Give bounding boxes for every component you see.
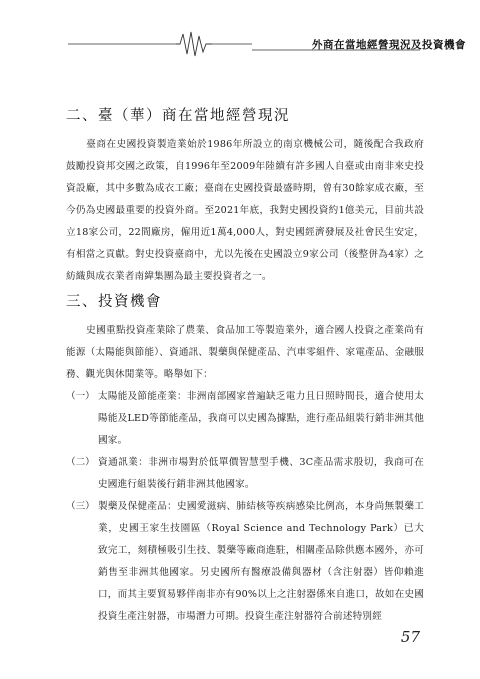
section-2-paragraph	[66, 134, 424, 288]
running-header	[0, 28, 480, 60]
section-3-intro-text: 史國重點投資產業除了農業、食品加工等製造業外，適合國人投資之產業尚有能源（太陽能與節能）、資通訊、製藥與保健產品、汽車零組件、家電產品、金融服務、觀光與休閒業等。略舉如下：	[66, 325, 424, 380]
list-item-number: （二）	[66, 457, 95, 468]
list-item-text: 資通訊業：非洲市場對於低單價智慧型手機、3C產品需求殷切，我商可在史國進行組裝後行銷非洲其他國家。	[98, 457, 424, 490]
page-number: 57	[400, 628, 420, 646]
list-item	[66, 386, 424, 452]
list-item-text: 太陽能及節能產業：非洲南部國家普遍缺乏電力且日照時間長，適合使用太陽能及LED等節能產品，我商可以史國為據點，進行產品組裝行銷非洲其他國家。	[98, 391, 424, 446]
list-item-number: （三）	[66, 501, 95, 512]
section-2-heading: 二、臺（華）商在當地經營現況	[66, 108, 290, 124]
running-header-title: 外商在當地經營現況及投資機會	[312, 39, 466, 51]
list-item	[66, 496, 424, 628]
section-3-heading: 三、投資機會	[66, 294, 162, 310]
section-2-paragraph-text: 臺商在史國投資製造業始於1986年所設立的南京機械公司，隨後配合我政府鼓勵投資邦交國之政策，自1996年至2009年陸續有許多國人自臺或由南非來史投資設廠，其中多數為成衣工廠；臺商在史國投資最盛時期，曾有30餘家成衣廠，至今仍為史國最重要的投資外商。至2021年底，我對史國投資約1億美元，目前共設立18家公司，22間廠房，僱用近1萬4,000人，對史國經濟發展及社會民生安定，有相當之貢獻。對史投資臺商中，尤以先後在史國設立9家公司（後整併為4家）之紡織與成衣業者南緯集團為最主要投資者之一。	[66, 139, 424, 282]
section-3-intro	[66, 320, 424, 386]
list-item	[66, 452, 424, 496]
list-item-text: 製藥及保健產品：史國愛滋病、肺結核等疾病感染比例高，本身尚無製藥工業，史國王家生技園區（Royal Science and Technology Park）已大致完工，刻積極吸引生技、製藥等廠商進駐，相關產品除供應本國外，亦可銷售至非洲其他國家。另史國所有醫療設備與器材（含注射器）皆仰賴進口，而其主要貿易夥伴南非亦有90%以上之注射器係來自進口，故如在史國投資生產注射器，市場潛力可期。投資生產注射器符合前述特別經	[98, 501, 424, 622]
list-item-number: （一）	[66, 391, 95, 402]
